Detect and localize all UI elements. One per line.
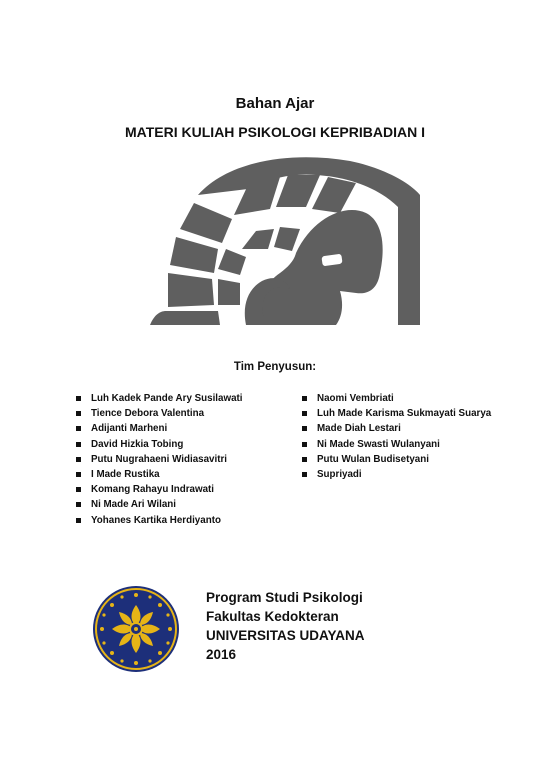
university-seal-icon	[92, 585, 180, 673]
list-item: Made Diah Lestari	[302, 421, 492, 436]
team-list-left	[76, 391, 281, 528]
team-list-right	[302, 391, 492, 482]
list-item: Putu Wulan Budisetyani	[302, 452, 492, 467]
list-item: Putu Nugrahaeni Widiasavitri	[76, 452, 281, 467]
list-item: David Hizkia Tobing	[76, 437, 281, 452]
team-heading: Tim Penyusun:	[233, 361, 317, 373]
list-item: Luh Made Karisma Sukmayati Suarya	[302, 406, 492, 421]
list-item: Tience Debora Valentina	[76, 406, 281, 421]
document-subtitle: MATERI KULIAH PSIKOLOGI KEPRIBADIAN I	[125, 124, 425, 140]
list-item: Yohanes Kartika Herdiyanto	[76, 513, 281, 528]
list-item: Ni Made Swasti Wulanyani	[302, 437, 492, 452]
list-item: Ni Made Ari Wilani	[76, 497, 281, 512]
ram-horn-emblem-icon	[130, 155, 420, 325]
list-item: Adijanti Marheni	[76, 421, 281, 436]
program-name: Program Studi Psikologi	[206, 590, 363, 605]
university-name: UNIVERSITAS UDAYANA	[206, 628, 365, 643]
list-item: I Made Rustika	[76, 467, 281, 482]
list-item: Komang Rahayu Indrawati	[76, 482, 281, 497]
publication-year: 2016	[206, 647, 237, 662]
institution-block	[206, 588, 365, 664]
list-item: Supriyadi	[302, 467, 492, 482]
document-title: Bahan Ajar	[235, 95, 315, 112]
list-item: Luh Kadek Pande Ary Susilawati	[76, 391, 281, 406]
faculty-name: Fakultas Kedokteran	[206, 609, 339, 624]
list-item: Naomi Vembriati	[302, 391, 492, 406]
